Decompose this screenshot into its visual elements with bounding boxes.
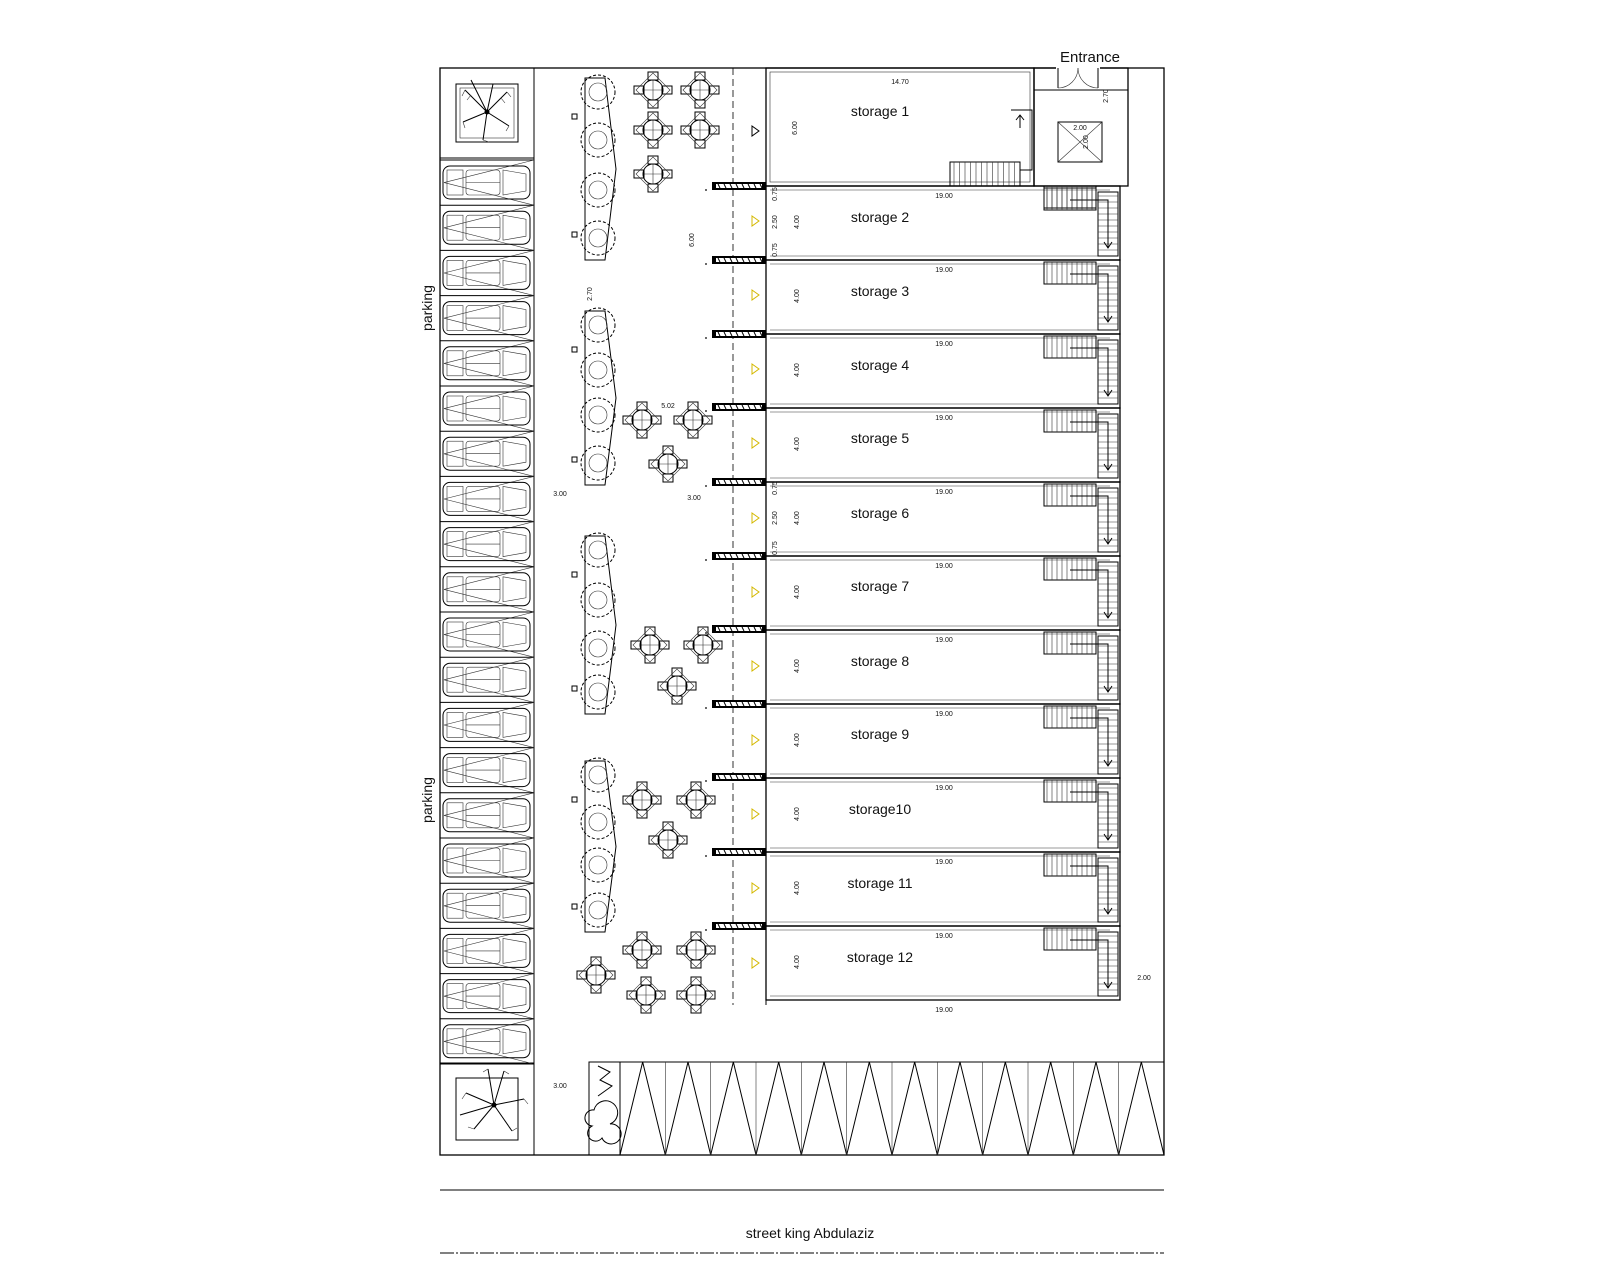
parking-row — [440, 160, 534, 1064]
stair-icon — [1044, 188, 1118, 256]
parking-space — [440, 250, 534, 295]
storage-6-label: storage 6 — [850, 505, 910, 521]
table-icon — [677, 932, 715, 968]
marker-triangle — [752, 290, 759, 300]
marker-triangle — [752, 438, 759, 448]
storage-4-dim-side: 4.00 — [794, 363, 801, 377]
tree-gap-dim: 2.70 — [587, 287, 594, 301]
tree-icon — [581, 583, 615, 617]
storage-9-dim-side: 4.00 — [794, 733, 801, 747]
entrance-dim: 2.70 — [1103, 89, 1110, 103]
bench-icon — [705, 700, 766, 709]
parking-space — [440, 160, 534, 205]
marker-triangle — [752, 364, 759, 374]
bench-icon — [705, 773, 766, 782]
storage-7-dim-side: 4.00 — [794, 585, 801, 599]
car-icon — [443, 528, 530, 561]
storage-7-dim-bottom: 19.00 — [935, 637, 953, 644]
marker-triangle — [752, 809, 759, 819]
stair-icon — [1044, 336, 1118, 404]
center-mid-dim: 3.00 — [687, 495, 701, 502]
table-icon — [577, 957, 615, 993]
planter-bottom-left — [440, 1063, 534, 1155]
marker-triangle — [752, 216, 759, 226]
storage-rooms — [766, 186, 1120, 1000]
storage-12-dim-bottom: 19.00 — [935, 1007, 953, 1014]
stair-icon — [1044, 780, 1118, 848]
storage-7-label: storage 7 — [850, 578, 910, 594]
bench-icon — [705, 552, 766, 561]
table-icon — [649, 822, 687, 858]
storage-3-dim-bottom: 19.00 — [935, 341, 953, 348]
storage-10-dim-bottom: 19.00 — [935, 859, 953, 866]
parking-label-upper: parking — [419, 285, 435, 331]
small-dim-c: 0.75 — [772, 243, 779, 257]
storage-2-label: storage 2 — [850, 209, 910, 225]
car-icon — [443, 618, 530, 651]
tree-icon — [581, 353, 615, 387]
car-icon — [443, 392, 530, 425]
table-icon — [627, 977, 665, 1013]
marker-triangle — [752, 661, 759, 671]
stair-icon — [1044, 854, 1118, 922]
tree-icon — [581, 173, 615, 207]
storage-5-label: storage 5 — [850, 430, 910, 446]
car-icon — [443, 482, 530, 515]
storage-1-label: storage 1 — [850, 103, 910, 119]
parking-space — [440, 296, 534, 341]
table-icon — [677, 782, 715, 818]
stair-icon — [1044, 262, 1118, 330]
car-icon — [443, 302, 530, 335]
car-icon — [443, 799, 530, 832]
bench-icon — [705, 922, 766, 931]
parking-space — [440, 657, 534, 702]
table-icon — [658, 668, 696, 704]
entrance-label: Entrance — [1059, 49, 1121, 66]
benches — [705, 182, 766, 931]
stair-icon — [1044, 186, 1096, 208]
car-icon — [443, 844, 530, 877]
tree-planter — [572, 758, 616, 932]
bench-icon — [705, 330, 766, 339]
parking-space — [440, 1019, 534, 1064]
tree-icon — [581, 308, 615, 342]
storage-11-label: storage 11 — [847, 875, 913, 891]
table-icon — [634, 72, 672, 108]
car-icon — [443, 934, 530, 967]
table-icon — [681, 72, 719, 108]
parking-space — [440, 341, 534, 386]
entrance-door-icon[interactable] — [1056, 66, 1100, 88]
stair-dim-a: 2.00 — [1073, 125, 1087, 132]
table-icon — [674, 402, 712, 438]
parking-space — [440, 838, 534, 883]
parking-space — [440, 793, 534, 838]
storage-2-dim-side: 4.00 — [794, 215, 801, 229]
stair-icon — [1044, 928, 1118, 996]
bench-icon — [705, 182, 766, 191]
stair-storage-1 — [950, 110, 1032, 186]
bench-icon — [705, 478, 766, 487]
parking-space — [440, 567, 534, 612]
small-dim-d: 0.75 — [772, 481, 779, 495]
storage-3-dim-side: 4.00 — [794, 289, 801, 303]
site-boundary — [440, 68, 1164, 1155]
palm-tree-icon — [462, 80, 511, 142]
storage-10-dim-side: 4.00 — [794, 807, 801, 821]
walkway-markers — [752, 126, 759, 968]
bench-icon — [705, 848, 766, 857]
storage-9-label: storage 9 — [850, 726, 910, 742]
bench-icon — [705, 625, 766, 634]
stair-icon — [1044, 410, 1118, 478]
car-icon — [443, 166, 530, 199]
tree-icon — [581, 631, 615, 665]
parking-space — [440, 928, 534, 973]
tree-icon — [581, 446, 615, 480]
stair-icon — [1044, 632, 1118, 700]
table-icon — [634, 112, 672, 148]
table-icon — [623, 782, 661, 818]
car-icon — [443, 347, 530, 380]
small-dim-b: 2.50 — [772, 215, 779, 229]
car-icon — [443, 708, 530, 741]
parking-space — [440, 431, 534, 476]
storage-6-dim-bottom: 19.00 — [935, 563, 953, 570]
parking-space — [440, 476, 534, 521]
storage-11-dim-bottom: 19.00 — [935, 933, 953, 940]
car-icon — [443, 1025, 530, 1058]
stair-icon — [1044, 706, 1118, 774]
storage-8-dim-bottom: 19.00 — [935, 711, 953, 718]
table-icon — [634, 156, 672, 192]
storage-5-dim-bottom: 19.00 — [935, 489, 953, 496]
table-icon — [623, 402, 661, 438]
storage-10-label: storage10 — [848, 801, 912, 817]
storage-6-dim-side: 4.00 — [794, 511, 801, 525]
parking-space — [440, 205, 534, 250]
small-dim-f: 0.75 — [772, 541, 779, 555]
bottom-left-dim: 3.00 — [553, 1083, 567, 1090]
stair-icon — [1044, 484, 1118, 552]
marker-triangle — [752, 958, 759, 968]
walkway-width-dim: 6.00 — [689, 233, 696, 247]
storage-12-label: storage 12 — [846, 949, 914, 965]
right-side-dim: 2.00 — [1137, 975, 1151, 982]
storage-11-dim-side: 4.00 — [794, 881, 801, 895]
table-icon — [677, 977, 715, 1013]
storage-8-dim-side: 4.00 — [794, 659, 801, 673]
bottom-parking-strip — [589, 1062, 1164, 1155]
storage-3-label: storage 3 — [850, 283, 910, 299]
table-gap-dim: 5.02 — [661, 403, 675, 410]
parking-space — [440, 974, 534, 1019]
small-dim-a: 0.75 — [772, 187, 779, 201]
car-icon — [443, 211, 530, 244]
bench-icon — [705, 403, 766, 412]
tree-icon — [581, 398, 615, 432]
storage-5-dim-side: 4.00 — [794, 437, 801, 451]
storage-1-dim-top: 14.70 — [891, 79, 909, 86]
stair-icon — [1044, 558, 1118, 626]
storage-8-label: storage 8 — [850, 653, 910, 669]
tree-planters — [572, 75, 616, 932]
stair-dim-b: 2.00 — [1083, 135, 1090, 149]
parking-space — [440, 386, 534, 431]
car-icon — [443, 663, 530, 696]
tree-icon — [581, 221, 615, 255]
car-icon — [443, 754, 530, 787]
tree-icon — [581, 675, 615, 709]
bench-icon — [705, 256, 766, 265]
parking-space — [440, 702, 534, 747]
car-icon — [443, 573, 530, 606]
storage-4-dim-bottom: 19.00 — [935, 415, 953, 422]
table-icon — [623, 932, 661, 968]
storage-1-dim-bottom: 19.00 — [935, 193, 953, 200]
street-label: street king Abdulaziz — [745, 1225, 875, 1241]
parking-space — [440, 612, 534, 657]
car-icon — [443, 889, 530, 922]
tree-planter — [572, 533, 616, 714]
shrub-icon — [585, 1066, 621, 1144]
marker-triangle — [752, 513, 759, 523]
parking-space — [440, 522, 534, 567]
table-icon — [681, 112, 719, 148]
storage-12-dim-side: 4.00 — [794, 955, 801, 969]
table-icon — [631, 627, 669, 663]
parking-space — [440, 883, 534, 928]
storage-4-label: storage 4 — [850, 357, 910, 373]
table-icon — [649, 446, 687, 482]
tree-icon — [581, 893, 615, 927]
tree-icon — [581, 848, 615, 882]
tree-icon — [581, 758, 615, 792]
parking-space — [440, 748, 534, 793]
tree-icon — [581, 123, 615, 157]
tree-icon — [581, 533, 615, 567]
cafe-tables — [577, 72, 722, 1013]
storage-2-dim-bottom: 19.00 — [935, 267, 953, 274]
marker-triangle — [752, 883, 759, 893]
car-icon — [443, 437, 530, 470]
car-icon — [443, 980, 530, 1013]
parking-label-lower: parking — [419, 777, 435, 823]
tree-icon — [581, 75, 615, 109]
marker-triangle — [752, 587, 759, 597]
tree-icon — [581, 805, 615, 839]
car-icon — [443, 256, 530, 289]
storage-1-dim-side: 6.00 — [792, 121, 799, 135]
storage-9-dim-bottom: 19.00 — [935, 785, 953, 792]
marker-triangle — [752, 735, 759, 745]
marker-triangle — [752, 126, 759, 136]
tree-planter — [572, 308, 616, 485]
left-mid-dim: 3.00 — [553, 491, 567, 498]
small-dim-e: 2.50 — [772, 511, 779, 525]
tree-planter — [572, 75, 616, 260]
